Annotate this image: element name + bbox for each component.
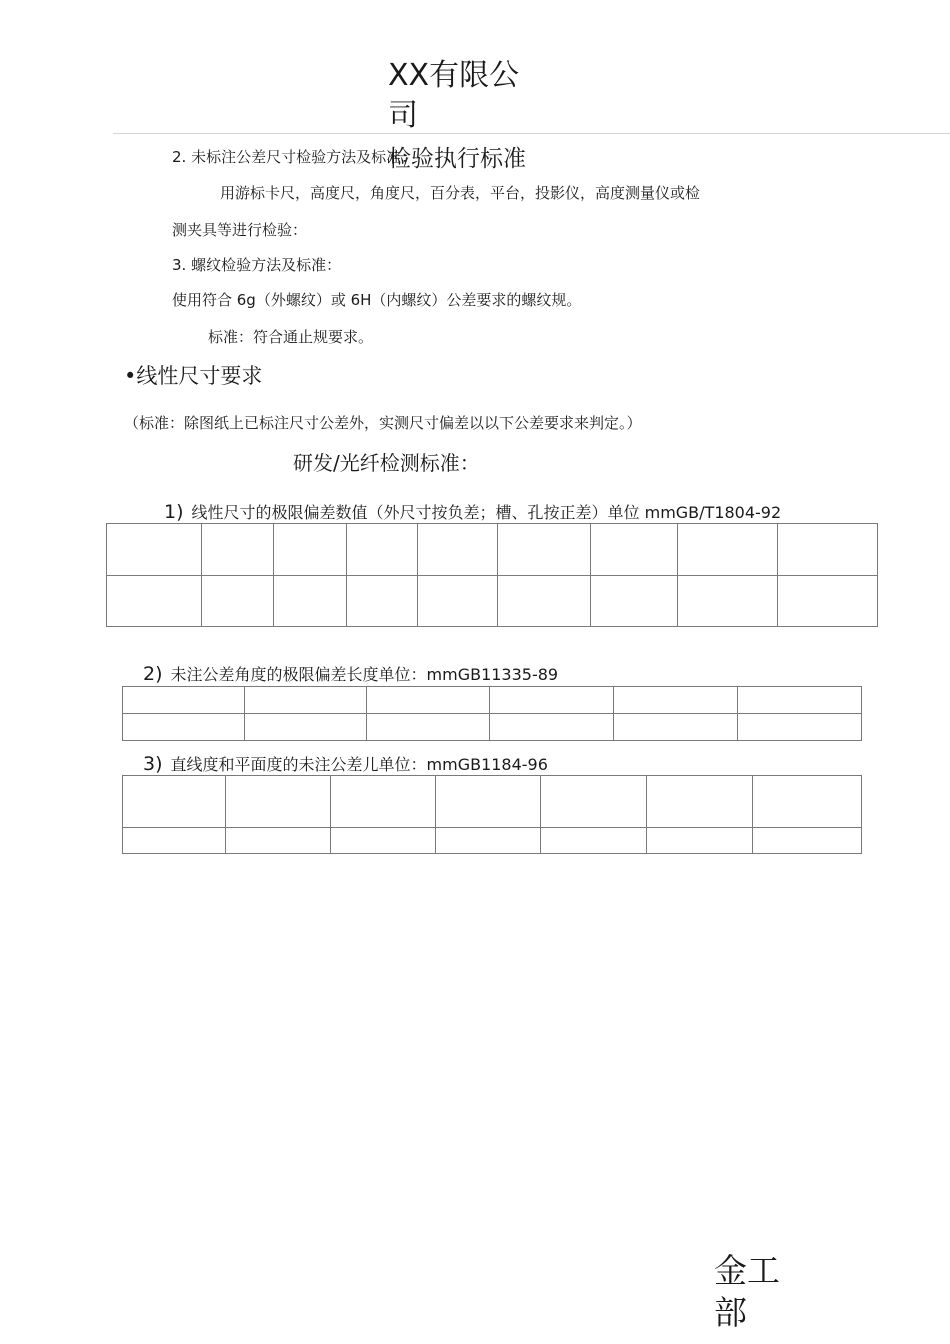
table-cell: [490, 687, 614, 714]
table1-caption-text: 线性尺寸的极限偏差数值（外尺寸按负差；槽、孔按正差）单位 mmGB/T1804-92: [191, 503, 782, 522]
table-cell: [678, 576, 778, 627]
table-cell: [541, 828, 647, 854]
document-title: 检验执行标准: [388, 146, 526, 172]
table2-caption-text: 未注公差角度的极限偏差长度单位：mmGB11335-89: [170, 665, 559, 684]
company-name: XX有限公司: [388, 58, 520, 133]
table-cell: [202, 576, 274, 627]
table-cell: [647, 776, 753, 828]
table-cell: [418, 576, 498, 627]
table-row: [123, 828, 862, 854]
table-cell: [367, 714, 490, 741]
table-cell: [418, 524, 498, 576]
table-cell: [202, 524, 274, 576]
table3-caption: [143, 752, 548, 775]
thread-heading: 3. 螺纹检验方法及标准：: [172, 256, 342, 274]
table3-number: 3): [143, 753, 163, 775]
table-cell: [347, 576, 418, 627]
table-cell: [614, 687, 738, 714]
table-row: [123, 687, 862, 714]
department-name: 金工部: [714, 1251, 780, 1332]
table-row: [107, 576, 878, 627]
table-cell: [498, 524, 591, 576]
table2-caption: [143, 662, 558, 685]
header-divider: [113, 133, 950, 134]
untoleranced-text-2: 测夹具等进行检验：: [172, 221, 308, 239]
table-cell: [226, 828, 331, 854]
table1: [106, 523, 878, 627]
table-cell: [738, 714, 862, 741]
untoleranced-text-1: 用游标卡尺，高度尺，角度尺，百分表，平台，投影仪，高度测量仪或检: [220, 184, 701, 202]
table-cell: [541, 776, 647, 828]
table-row: [123, 714, 862, 741]
table-row: [123, 776, 862, 828]
table-cell: [498, 576, 591, 627]
table-cell: [367, 687, 490, 714]
table-cell: [738, 687, 862, 714]
table-cell: [331, 776, 436, 828]
table1-caption: [164, 500, 781, 523]
table-cell: [123, 828, 226, 854]
table-cell: [274, 576, 347, 627]
table-cell: [107, 524, 202, 576]
table3: [122, 775, 862, 854]
table-cell: [678, 524, 778, 576]
table-cell: [107, 576, 202, 627]
linear-heading: •线性尺寸要求: [124, 364, 263, 388]
table-cell: [753, 776, 862, 828]
table-cell: [436, 776, 541, 828]
table-cell: [490, 714, 614, 741]
table-cell: [245, 687, 367, 714]
table-cell: [123, 687, 245, 714]
table-cell: [245, 714, 367, 741]
thread-text-1: 使用符合 6g（外螺纹）或 6H（内螺纹）公差要求的螺纹规。: [172, 291, 582, 309]
table-cell: [274, 524, 347, 576]
untoleranced-heading: 2. 未标注公差尺寸检验方法及标准：: [172, 148, 417, 166]
thread-text-2: 标准：符合通止规要求。: [208, 328, 374, 346]
table-cell: [347, 524, 418, 576]
table-cell: [226, 776, 331, 828]
linear-note: （标准：除图纸上已标注尺寸公差外，实测尺寸偏差以以下公差要求来判定。）: [124, 414, 642, 432]
table2-number: 2): [143, 663, 163, 685]
table-cell: [591, 524, 678, 576]
table-cell: [778, 524, 878, 576]
table-cell: [591, 576, 678, 627]
table-cell: [753, 828, 862, 854]
table-cell: [436, 828, 541, 854]
table1-number: 1): [164, 501, 184, 523]
table-cell: [123, 776, 226, 828]
table3-caption-text: 直线度和平面度的未注公差儿单位：mmGB1184-96: [170, 755, 548, 774]
table-cell: [778, 576, 878, 627]
rd-standard-heading: 研发/光纤检测标准：: [293, 451, 480, 475]
table-row: [107, 524, 878, 576]
table-cell: [614, 714, 738, 741]
table-cell: [331, 828, 436, 854]
table-cell: [123, 714, 245, 741]
table-cell: [647, 828, 753, 854]
table2: [122, 686, 862, 741]
